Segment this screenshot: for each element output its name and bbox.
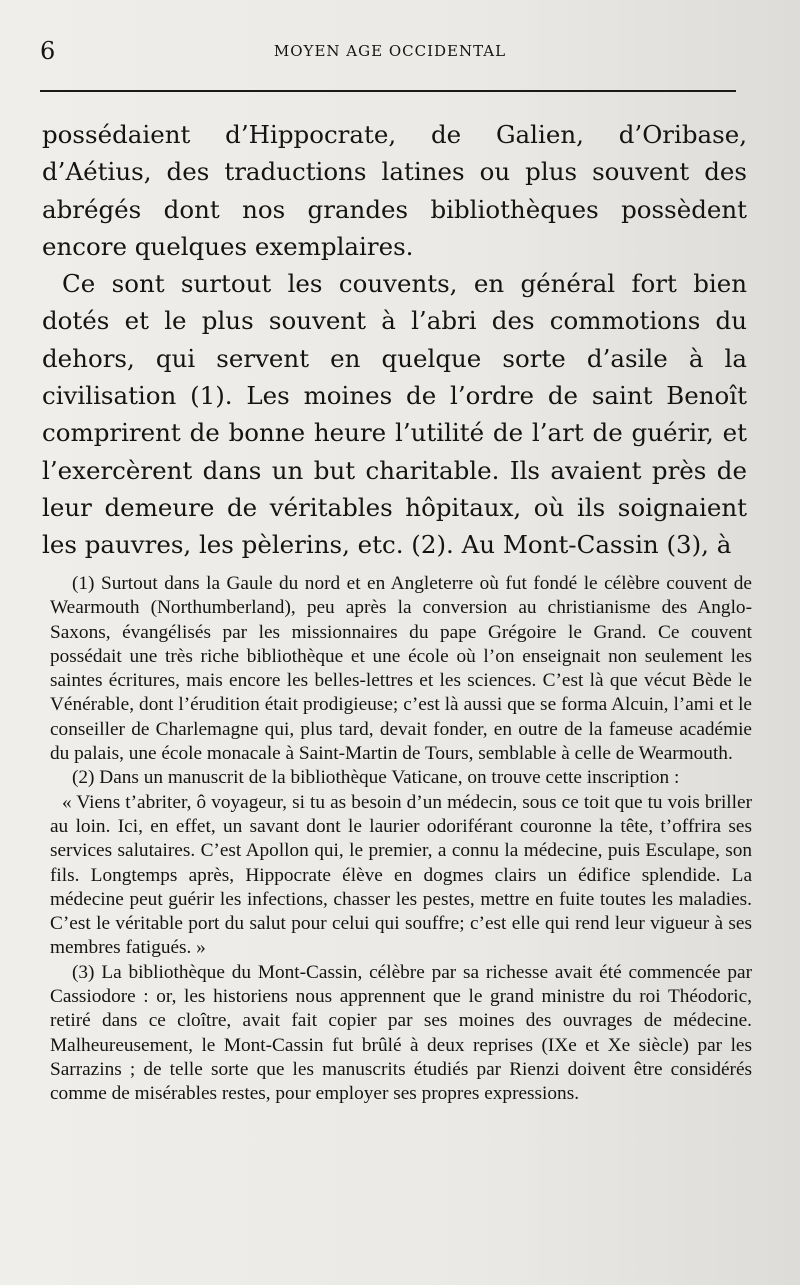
page-number: 6 — [40, 37, 56, 65]
main-text — [42, 116, 747, 564]
footnote-1: (1) Surtout dans la Gaule du nord et en Angleterre où fut fondé le célèbre couvent de Wearmouth (Northumberland), peu après la conversion au christianisme des Anglo-Saxons, évangélisés par les missionnaires du pape Grégoire le Grand. Ce couvent possédait une très riche bibliothèque et une école où l’on enseignait non seulement les saintes écritures, mais encore les belles-lettres et les sciences. C’est là que vécut Bède le Vénérable, dont l’érudition était prodigieuse; c’est là aussi que se forma Alcuin, l’ami et le conseiller de Charlemagne qui, plus tard, devait fonder, en outre de la fameuse académie du palais, une école monacale à Saint-Martin de Tours, semblable à celle de Wearmouth. — [50, 573, 752, 765]
body-paragraph-1: possédaient d’Hippocrate, de Galien, d’Oribase, d’Aétius, des traductions latines ou plus souvent des abrégés dont nos grandes bibliothèques possèdent encore quelques exemplaires. — [42, 120, 747, 261]
footnote-3: (3) La bibliothèque du Mont-Cassin, célèbre par sa richesse avait été commencée par Cassiodore : or, les historiens nous apprennent que le grand ministre du roi Théodoric, retiré dans ce cloître, avait fait copier par ses moines des ouvrages de médecine. Malheureusement, le Mont-Cassin fut brûlé à deux reprises (IXe et Xe siècle) par les Sarrazins ; de telle sorte que les manuscrits étudiés par Rienzi doivent être considérés comme de misérables restes, pour employer ses propres expressions. — [50, 961, 752, 1105]
header-rule — [40, 90, 736, 92]
footnote-2-quotation: « Viens t’abriter, ô voyageur, si tu as besoin d’un médecin, sous ce toit que tu vois briller au loin. Ici, en effet, un savant dont le laurier odoriférant couronne la tête, t’offrira ses services salutaires. C’est Apollon qui, le premier, a connu la médecine, puis Esculape, son fils. Longtemps après, Hippocrate élève en dogmes clairs un édifice splendide. La médecine peut guérir les infections, chasser les pestes, mettre en fuite toutes les maladies. C’est le véritable port du salut pour celui qui souffre; c’est elle qui rend leur vigueur à ses membres fatigués. » — [50, 791, 752, 959]
footnotes — [50, 572, 752, 1107]
body-paragraph-2: Ce sont surtout les couvents, en général fort bien dotés et le plus souvent à l’abri des commotions du dehors, qui servent en quelque sorte d’asile à la civilisation (1). Les moines de l’ordre de saint Benoît comprirent de bonne heure l’utilité de l’art de guérir, et l’exercèrent dans un but charitable. Ils avaient près de leur demeure de véritables hôpitaux, où ils soignaient les pauvres, les pèlerins, etc. (2). Au Mont-Cassin (3), à — [42, 269, 747, 560]
running-head — [40, 36, 740, 66]
running-title: MOYEN AGE OCCIDENTAL — [273, 42, 507, 60]
footnote-2: (2) Dans un manuscrit de la bibliothèque Vaticane, on trouve cette inscription : — [72, 767, 680, 789]
